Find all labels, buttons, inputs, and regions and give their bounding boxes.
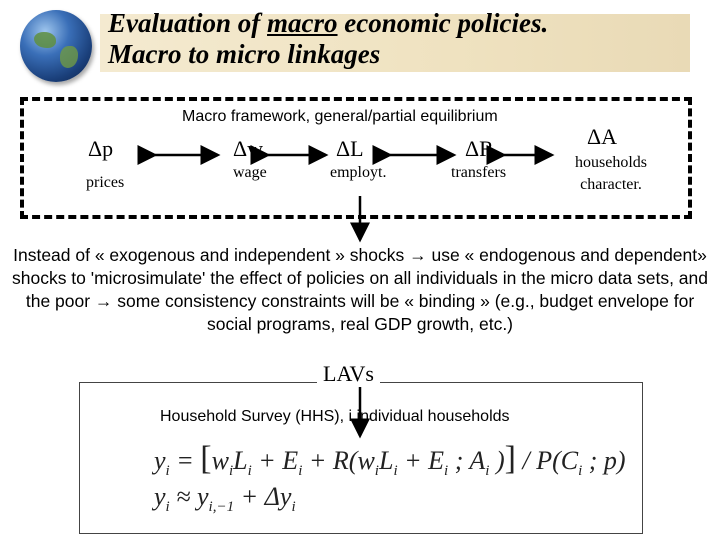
income-equation: $y_i = [w_iL_i + E_i + R(w_iL_i + E_i$ ; $A_i$ )] / $P(C_i$ ; p) (154, 440, 626, 480)
page-title-line-1: Evaluation of macro economic policies. (108, 8, 549, 38)
delta-a-symbol: ΔA (587, 124, 618, 149)
delta-p-symbol: Δp (88, 136, 114, 161)
transfers-label: transfers (451, 164, 507, 181)
delta-r-symbol: ΔR (465, 136, 494, 161)
approximation-equation: $y_i \approx y_{i,-1} + \Delta y_i$ (154, 482, 296, 516)
page-title-line-2: Macro to micro linkages (108, 39, 381, 69)
prices-label: prices (86, 174, 125, 191)
explanation-paragraph: Instead of « exogenous and independent » shocks → use « endogenous and dependent» shocks to 'microsimulate' the effect of policies on all individuals in the micro data sets, and the poor → some consistency constraints will be « binding » (e.g., budget envelope for social programs, real GDP growth, etc.) (11, 245, 708, 334)
delta-w-symbol: Δw (233, 136, 264, 161)
delta-l-symbol: ΔL (336, 136, 364, 161)
framework-label: Macro framework, general/partial equilibrium (182, 108, 498, 125)
households-character-label: households character. (575, 154, 647, 193)
employment-label: employt. (330, 164, 387, 181)
lavs-label: LAVs (317, 361, 380, 387)
wage-label: wage (233, 164, 267, 181)
household-survey-label: Household Survey (HHS), i individual households (160, 408, 510, 425)
